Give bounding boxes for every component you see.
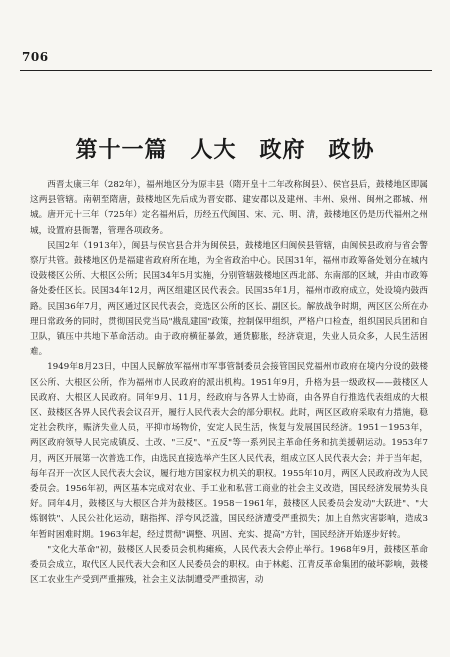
body-text [30,178,428,588]
paragraph: 民国2年（1913年），闽县与侯官县合并为闽侯县，鼓楼地区归闽侯县管辖，由闽侯县政府与省会警察厅共管。鼓楼地区仍是福建省政府所在地，为全省政治中心。民国31年，福州市政筹备处划分在城内设鼓楼区公所、大根区公所；民国34年5月实施，分别管辖鼓楼地区西北部、东南部的区域，并由市政筹备处委任区长。民国34年12月，两区组建区民代表会。民国35年1月，福州市政府成立，处设境内鼓西路。民国36年7月，两区通过区民代表会，竞选区公所的区长、副区长。解放战争时期，两区区公所在办理日常政务的同时，贯彻国民党当局"戡乱建国"政策，控制保甲组织，严格户口检查，组织国民兵团和自卫队，镇压中共地下革命活动。由于政府横征暴敛，通货膨胀，经济衰退，失业人员众多，人民生活困难。 [30,240,428,358]
paragraph: 西晋太康三年（282年），福州地区分为原丰县（隋开皇十二年改称闽县）、侯官县后，鼓楼地区即属这两县管辖。南朝至隋唐，鼓楼地区先后成为晋安郡、建安郡以及建州、丰州、泉州、闽州之郡城、州城。唐开元十三年（725年）定名福州后，历经五代闽国、宋、元、明、清，鼓楼地区仍是历代福州之州城，设置府县衙署，管理各项政务。 [30,180,428,236]
header-rule [20,70,432,71]
paragraph: "文化大革命"初，鼓楼区人民委员会机构瘫痪，人民代表大会停止举行。1968年9月，鼓楼区革命委员会成立，取代区人民代表大会和区人民委员会的职权。由于林彪、江青反革命集团的破坏影响，鼓楼区工农业生产受到严重摧残，社会主义法制遭受严重损害，动 [30,544,428,586]
paragraph: 1949年8月23日，中国人民解放军福州市军事管制委员会接管国民党福州市政府在境内分设的鼓楼区公所、大根区公所，作为福州市人民政府的派出机构。1951年9月，升格为县一级政权——鼓楼区人民政府、大根区人民政府。同年9月、11月，经政府与各界人士协商，由各界自行推选代表组成的大根区、鼓楼区各界人民代表会议召开，履行人民代表大会的部分职权。此时，两区区政府采取有力措施，稳定社会秩序，赈济失业人员，平抑市场物价，安定人民生活，恢复与发展国民经济。1951－1953年，两区政府领导人民完成镇反、土改、"三反"、"五反"等一系列民主革命任务和抗美援朝运动。1953年7月，两区开展第一次普选工作，由选民直接选举产生区人民代表，组成立区人民代表大会；并于当年起，每年召开一次区人民代表大会议，履行地方国家权力机关的职权。1955年10月，两区人民政府改为人民委员会。1956年初，两区基本完成对农业、手工业和私营工商业的社会主义改造，国民经济发展势头良好。同年4月，鼓楼区与大根区合并为鼓楼区。1958－1961年，鼓楼区人民委员会发动"大跃进"、"大炼钢铁"、人民公社化运动，瞎指挥、浮夸风泛滥，国民经济遭受严重损失；加上自然灾害影响，造成3年暂时困难时期。1963年起，经过贯彻"调整、巩固、充实、提高"方针，国民经济开始逐步好转。 [30,362,428,540]
page-number: 706 [22,50,49,64]
chapter-title: 第十一篇 人大 政府 政协 [75,136,375,163]
